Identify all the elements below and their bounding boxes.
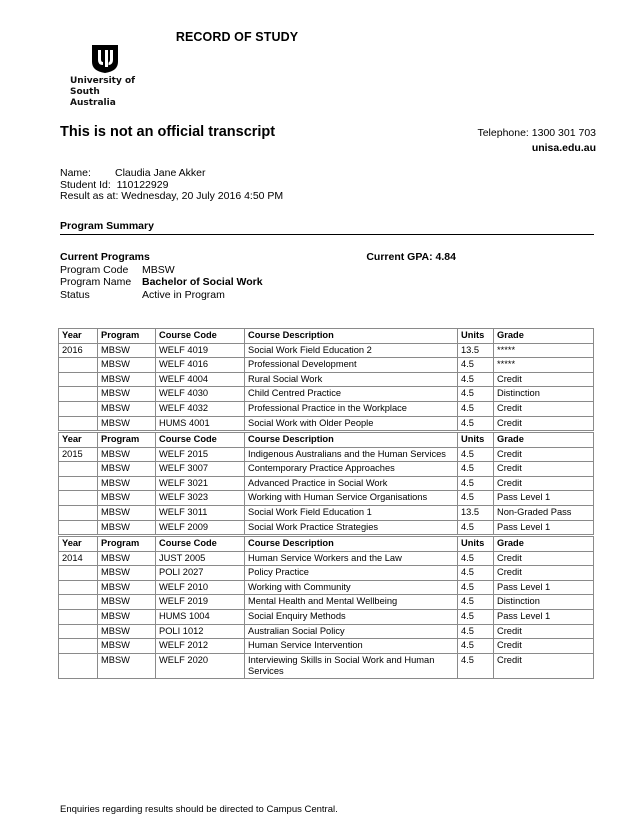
course-description-cell: Human Service Workers and the Law	[245, 551, 458, 566]
program-cell: MBSW	[98, 372, 156, 387]
program-name: Bachelor of Social Work	[142, 276, 263, 288]
course-description-header: Course Description	[245, 329, 458, 344]
program-code-label: Program Code	[60, 263, 129, 276]
course-description-cell: Working with Community	[245, 580, 458, 595]
year-cell	[59, 491, 98, 506]
course-code-header: Course Code	[156, 537, 245, 552]
current-programs-label: Current Programs	[60, 251, 150, 263]
table-row	[59, 609, 594, 624]
contact-block	[477, 126, 596, 156]
course-description-cell: Professional Practice in the Workplace	[245, 401, 458, 416]
course-description-cell: Australian Social Policy	[245, 624, 458, 639]
program-cell: MBSW	[98, 462, 156, 477]
year-cell	[59, 595, 98, 610]
program-cell: MBSW	[98, 566, 156, 581]
units-cell: 4.5	[458, 520, 494, 535]
table-row	[59, 358, 594, 373]
telephone: Telephone: 1300 301 703	[477, 127, 596, 139]
program-cell: MBSW	[98, 624, 156, 639]
year-cell	[59, 476, 98, 491]
course-code-cell: POLI 2027	[156, 566, 245, 581]
year-cell: 2014	[59, 551, 98, 566]
table-row	[59, 653, 594, 678]
grade-cell: Pass Level 1	[494, 609, 594, 624]
course-code-cell: WELF 2019	[156, 595, 245, 610]
name-label: Name:	[60, 167, 91, 179]
program-code: MBSW	[142, 263, 175, 276]
program-status-label: Status	[60, 288, 90, 301]
table-row	[59, 639, 594, 654]
grade-header: Grade	[494, 433, 594, 448]
units-cell: 13.5	[458, 343, 494, 358]
grade-cell: Credit	[494, 639, 594, 654]
course-description-cell: Indigenous Australians and the Human Services	[245, 447, 458, 462]
table-header-row	[59, 329, 594, 344]
grade-cell: Non-Graded Pass	[494, 505, 594, 520]
units-cell: 4.5	[458, 476, 494, 491]
table-row	[59, 505, 594, 520]
university-name-line2: South Australia	[70, 87, 116, 108]
program-cell: MBSW	[98, 639, 156, 654]
year-header: Year	[59, 433, 98, 448]
footer-note: Enquiries regarding results should be directed to Campus Central.	[60, 804, 338, 815]
year-cell	[59, 416, 98, 431]
grade-cell: Credit	[494, 372, 594, 387]
course-code-cell: WELF 4019	[156, 343, 245, 358]
results-table-2014	[58, 536, 594, 679]
year-cell: 2016	[59, 343, 98, 358]
table-row	[59, 566, 594, 581]
table-header-row	[59, 537, 594, 552]
units-header: Units	[458, 537, 494, 552]
course-code-cell: HUMS 4001	[156, 416, 245, 431]
grade-cell: *****	[494, 343, 594, 358]
units-cell: 4.5	[458, 491, 494, 506]
table-row	[59, 491, 594, 506]
units-cell: 4.5	[458, 372, 494, 387]
table-row	[59, 387, 594, 402]
program-cell: MBSW	[98, 401, 156, 416]
program-cell: MBSW	[98, 476, 156, 491]
units-cell: 4.5	[458, 653, 494, 678]
program-cell: MBSW	[98, 653, 156, 678]
grade-cell: Pass Level 1	[494, 580, 594, 595]
table-row	[59, 372, 594, 387]
units-header: Units	[458, 329, 494, 344]
grade-cell: Credit	[494, 416, 594, 431]
table-header-row	[59, 433, 594, 448]
units-cell: 4.5	[458, 580, 494, 595]
units-cell: 4.5	[458, 416, 494, 431]
units-cell: 4.5	[458, 566, 494, 581]
year-cell	[59, 505, 98, 520]
year-cell	[59, 401, 98, 416]
document-title: RECORD OF STUDY	[175, 30, 299, 44]
course-description-header: Course Description	[245, 433, 458, 448]
result-date: Wednesday, 20 July 2016 4:50 PM	[121, 190, 284, 202]
table-row	[59, 520, 594, 535]
course-code-cell: WELF 2010	[156, 580, 245, 595]
course-description-cell: Social Work Field Education 1	[245, 505, 458, 520]
grade-cell: Credit	[494, 462, 594, 477]
year-cell	[59, 566, 98, 581]
grade-cell: Credit	[494, 551, 594, 566]
program-cell: MBSW	[98, 505, 156, 520]
year-cell	[59, 609, 98, 624]
program-status: Active in Program	[142, 288, 225, 301]
program-cell: MBSW	[98, 358, 156, 373]
course-code-cell: JUST 2005	[156, 551, 245, 566]
program-cell: MBSW	[98, 595, 156, 610]
unisa-shield-icon	[91, 44, 119, 74]
result-date-label: Result as at:	[60, 190, 119, 202]
units-cell: 4.5	[458, 462, 494, 477]
course-code-cell: WELF 3021	[156, 476, 245, 491]
year-cell: 2015	[59, 447, 98, 462]
table-row	[59, 416, 594, 431]
table-row	[59, 462, 594, 477]
course-code-cell: WELF 2015	[156, 447, 245, 462]
units-cell: 4.5	[458, 595, 494, 610]
course-code-cell: WELF 2009	[156, 520, 245, 535]
course-description-cell: Rural Social Work	[245, 372, 458, 387]
program-cell: MBSW	[98, 416, 156, 431]
grade-header: Grade	[494, 329, 594, 344]
grade-cell: Credit	[494, 566, 594, 581]
table-row	[59, 401, 594, 416]
program-cell: MBSW	[98, 447, 156, 462]
course-description-cell: Working with Human Service Organisations	[245, 491, 458, 506]
results-table-2015	[58, 432, 594, 535]
course-code-cell: WELF 3023	[156, 491, 245, 506]
course-description-cell: Advanced Practice in Social Work	[245, 476, 458, 491]
grade-cell: Credit	[494, 624, 594, 639]
course-description-cell: Social Work Practice Strategies	[245, 520, 458, 535]
year-cell	[59, 387, 98, 402]
program-cell: MBSW	[98, 580, 156, 595]
units-cell: 4.5	[458, 551, 494, 566]
year-header: Year	[59, 537, 98, 552]
transcript-notice: This is not an official transcript	[60, 124, 276, 140]
program-summary-heading: Program Summary	[60, 220, 594, 235]
current-programs	[60, 251, 594, 301]
table-row	[59, 343, 594, 358]
university-name-line1: University of	[70, 76, 136, 86]
results-table-2016	[58, 328, 594, 431]
program-cell: MBSW	[98, 343, 156, 358]
units-header: Units	[458, 433, 494, 448]
program-header: Program	[98, 329, 156, 344]
year-cell	[59, 639, 98, 654]
course-description-cell: Social Work with Older People	[245, 416, 458, 431]
course-code-cell: WELF 3007	[156, 462, 245, 477]
course-code-cell: WELF 3011	[156, 505, 245, 520]
units-cell: 4.5	[458, 447, 494, 462]
program-cell: MBSW	[98, 520, 156, 535]
year-header: Year	[59, 329, 98, 344]
table-row	[59, 595, 594, 610]
course-code-cell: WELF 2012	[156, 639, 245, 654]
course-description-cell: Mental Health and Mental Wellbeing	[245, 595, 458, 610]
units-cell: 4.5	[458, 358, 494, 373]
units-cell: 4.5	[458, 387, 494, 402]
student-details	[60, 168, 283, 203]
grade-cell: Credit	[494, 447, 594, 462]
year-cell	[59, 462, 98, 477]
table-row	[59, 624, 594, 639]
grade-cell: *****	[494, 358, 594, 373]
year-cell	[59, 520, 98, 535]
program-cell: MBSW	[98, 387, 156, 402]
program-cell: MBSW	[98, 551, 156, 566]
course-code-cell: WELF 4032	[156, 401, 245, 416]
website: unisa.edu.au	[531, 142, 596, 154]
course-code-header: Course Code	[156, 329, 245, 344]
course-code-header: Course Code	[156, 433, 245, 448]
year-cell	[59, 372, 98, 387]
course-description-cell: Child Centred Practice	[245, 387, 458, 402]
units-cell: 4.5	[458, 401, 494, 416]
grade-cell: Credit	[494, 653, 594, 678]
grade-cell: Credit	[494, 401, 594, 416]
table-row	[59, 551, 594, 566]
units-cell: 4.5	[458, 609, 494, 624]
course-code-cell: WELF 2020	[156, 653, 245, 678]
program-cell: MBSW	[98, 609, 156, 624]
year-cell	[59, 358, 98, 373]
units-cell: 4.5	[458, 639, 494, 654]
grade-header: Grade	[494, 537, 594, 552]
course-code-cell: HUMS 1004	[156, 609, 245, 624]
grade-cell: Pass Level 1	[494, 520, 594, 535]
grade-cell: Pass Level 1	[494, 491, 594, 506]
grade-cell: Distinction	[494, 595, 594, 610]
program-header: Program	[98, 433, 156, 448]
university-logo	[70, 44, 142, 109]
course-description-cell: Policy Practice	[245, 566, 458, 581]
grade-cell: Credit	[494, 476, 594, 491]
program-header: Program	[98, 537, 156, 552]
course-description-cell: Human Service Intervention	[245, 639, 458, 654]
student-id-label: Student Id:	[60, 178, 111, 191]
table-row	[59, 447, 594, 462]
course-description-cell: Social Work Field Education 2	[245, 343, 458, 358]
course-description-header: Course Description	[245, 537, 458, 552]
year-cell	[59, 653, 98, 678]
program-name-label: Program Name	[60, 276, 132, 288]
course-description-cell: Professional Development	[245, 358, 458, 373]
course-code-cell: WELF 4004	[156, 372, 245, 387]
current-gpa: Current GPA: 4.84	[366, 251, 456, 263]
program-cell: MBSW	[98, 491, 156, 506]
grade-cell: Distinction	[494, 387, 594, 402]
course-code-cell: WELF 4016	[156, 358, 245, 373]
year-cell	[59, 580, 98, 595]
course-code-cell: WELF 4030	[156, 387, 245, 402]
student-id: 110122929	[116, 178, 169, 191]
course-description-cell: Contemporary Practice Approaches	[245, 462, 458, 477]
course-description-cell: Interviewing Skills in Social Work and Human Services	[245, 653, 458, 678]
course-code-cell: POLI 1012	[156, 624, 245, 639]
units-cell: 4.5	[458, 624, 494, 639]
year-cell	[59, 624, 98, 639]
table-row	[59, 580, 594, 595]
student-name: Claudia Jane Akker	[115, 167, 206, 179]
table-row	[59, 476, 594, 491]
course-description-cell: Social Enquiry Methods	[245, 609, 458, 624]
units-cell: 13.5	[458, 505, 494, 520]
